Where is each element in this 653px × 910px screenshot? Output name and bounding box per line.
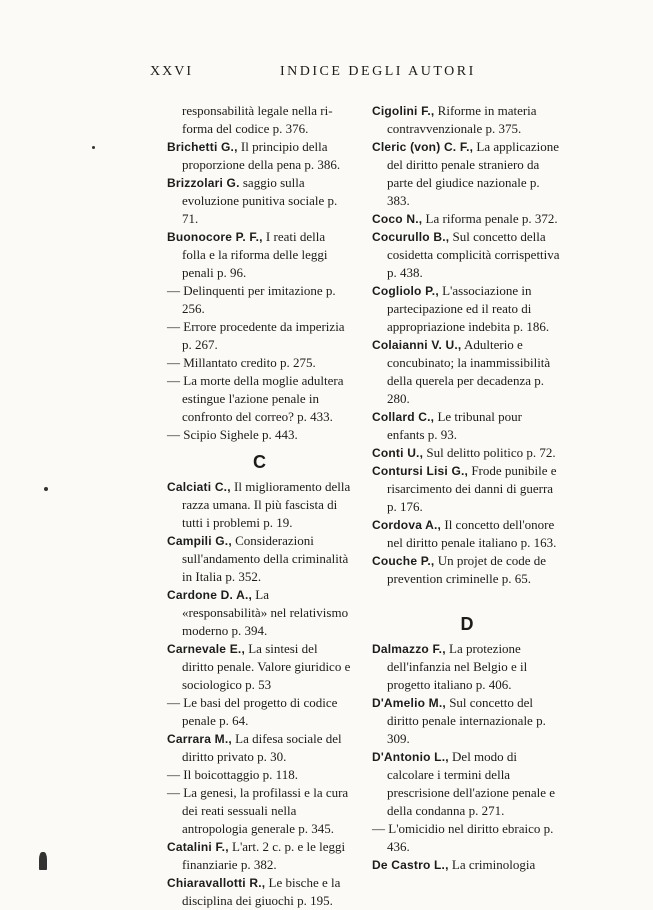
index-entry [167,174,352,228]
entry-text: I reati della folla e la riforma delle leggi penali p. 96. [182,229,328,280]
sub-entry: — Errore procedente da imperizia p. 267. [167,319,345,352]
index-entry [372,228,562,282]
sub-entry: — La genesi, la profilassi e la cura dei reati sessuali nella antropologia generale p. 345. [167,785,349,836]
entry-text: Frode punibile e risarcimento dei danni di guerra p. 176. [387,463,557,514]
sub-entry: — L'omicidio nel diritto ebraico p. 436. [372,821,554,854]
entry-text: Considerazioni sull'andamento della criminalità in Italia p. 352. [182,533,349,584]
author-name: Buonocore P. F., [167,230,263,244]
scan-speck [92,146,95,149]
author-name: Colaianni V. U., [372,338,462,352]
index-entry [372,102,562,138]
author-name: Conti U., [372,446,424,460]
index-entry [167,228,352,282]
author-name: D'Amelio M., [372,696,446,710]
author-name: D'Antonio L., [372,750,449,764]
scan-speck [44,487,48,491]
entry-text: Sul delitto politico p. 72. [423,445,556,460]
index-entry [372,748,562,820]
entry-text: La protezione dell'infanzia nel Belgio e il progetto italiano p. 406. [387,641,528,692]
entry-text: La riforma penale p. 372. [422,211,558,226]
entry-text: La difesa sociale del diritto privato p. 30. [182,731,342,764]
author-name: Calciati C., [167,480,231,494]
index-entry [167,138,352,174]
section-letter: C [253,452,266,472]
author-name: Carrara M., [167,732,232,746]
author-name: Collard C., [372,410,435,424]
entry-text: Adulterio e concubinato; la inammissibilità della querela per decadenza p. 280. [387,337,551,406]
author-name: De Castro L., [372,858,449,872]
index-entry [372,444,562,462]
author-name: Cigolini F., [372,104,435,118]
entry-text: La «responsabilità» nel relativismo moderno p. 394. [182,587,349,638]
author-name: Chiaravallotti R., [167,876,266,890]
entry-text: Le bische e la disciplina dei giuochi p. 195. [182,875,341,908]
index-entry [372,462,562,516]
index-entry [372,336,562,408]
entry-text: L'art. 2 c. p. e le leggi finanziarie p. 382. [182,839,346,872]
index-entry [372,640,562,694]
index-entry [372,408,562,444]
author-name: Cardone D. A., [167,588,253,602]
author-name: Carnevale E., [167,642,245,656]
index-entry [167,478,352,532]
scan-speck [39,852,47,870]
index-entry [372,138,562,210]
author-name: Cogliolo P., [372,284,439,298]
sub-entry: — La morte della moglie adultera estingue l'azione penale in confronto del correo? p. 433. [167,373,344,424]
index-entry [372,516,562,552]
index-entry [167,640,352,694]
index-entry [372,210,562,228]
entry-text: Le tribunal pour enfants p. 93. [387,409,522,442]
index-entry [167,532,352,586]
page-number: XXVI [150,64,193,79]
index-entry [167,874,352,910]
entry-text: Sul concetto del diritto penale internazionale p. 309. [387,695,546,746]
entry-text: La criminologia [448,857,536,872]
sub-entry: — Millantato credito p. 275. [167,355,316,370]
sub-entry: — Le basi del progetto di codice penale p. 64. [167,695,338,728]
sub-entry: — Scipio Sighele p. 443. [167,427,298,442]
continued-text: responsabilità legale nella ri- [182,103,333,118]
author-name: Cocurullo B., [372,230,450,244]
index-entry [372,694,562,748]
left-column [167,102,352,910]
author-name: Cleric (von) C. F., [372,140,474,154]
continued-text: forma del codice p. 376. [182,121,309,136]
author-name: Catalini F., [167,840,229,854]
index-entry [167,838,352,874]
index-entry [372,856,562,874]
entry-text: Il concetto dell'onore nel diritto penale italiano p. 163. [387,517,557,550]
index-entry [372,282,562,336]
author-name: Couche P., [372,554,435,568]
author-name: Contursi Lisi G., [372,464,469,478]
entry-text: La applicazione del diritto penale straniero da parte del giudice nazionale p. 383. [387,139,560,208]
entry-text: La sintesi del diritto penale. Valore giuridico e sociologico p. 53 [182,641,351,692]
spacer [372,588,562,606]
entry-text: Il principio della proporzione della pena p. 386. [182,139,341,172]
index-entry [167,730,352,766]
entry-text: Riforme in materia contravvenzionale p. 375. [387,103,537,136]
entry-text: Il miglioramento della razza umana. Il più fascista di tutti i problemi p. 19. [182,479,351,530]
author-name: Cordova A., [372,518,442,532]
entry-text: Del modo di calcolare i termini della prescrisione dell'azione penale e della condanna p. 271. [387,749,556,818]
author-name: Campili G., [167,534,232,548]
entry-text: saggio sulla evoluzione punitiva sociale p. 71. [182,175,338,226]
author-name: Brichetti G., [167,140,238,154]
sub-entry: — Delinquenti per imitazione p. 256. [167,283,336,316]
page-header [150,64,560,84]
entry-text: L'associazione in partecipazione ed il reato di appropriazione indebita p. 186. [387,283,550,334]
author-name: Coco N., [372,212,423,226]
page-title: INDICE DEGLI AUTORI [280,64,476,79]
sub-entry: — Il boicottaggio p. 118. [167,767,298,782]
entry-text: Sul concetto della cosidetta complicità corrispettiva p. 438. [387,229,560,280]
section-letter: D [460,614,474,634]
index-entry [372,552,562,588]
entry-text: Un projet de code de prevention criminelle p. 65. [387,553,547,586]
author-name: Dalmazzo F., [372,642,446,656]
author-name: Brizzolari G. [167,176,240,190]
index-entry [167,586,352,640]
right-column [372,102,562,874]
